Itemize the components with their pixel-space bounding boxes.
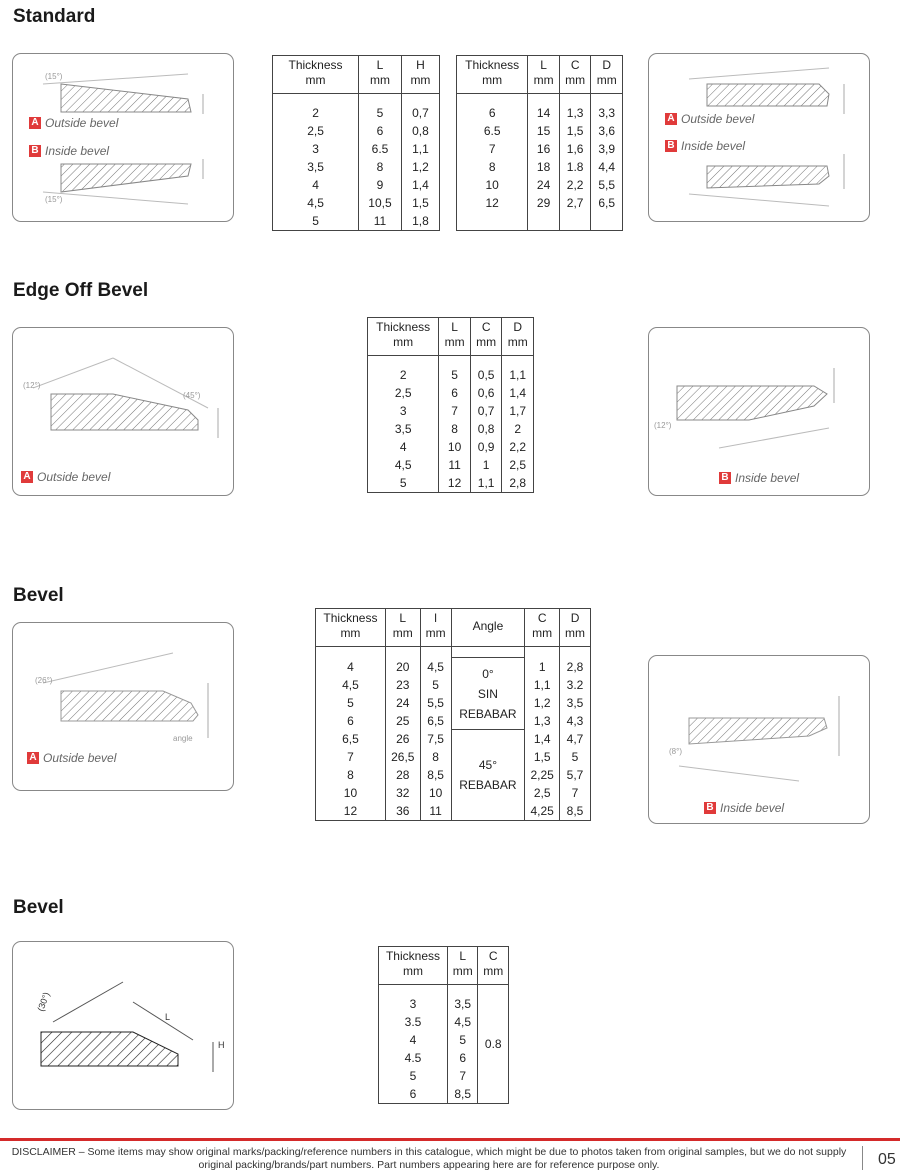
table-cell: 5,5 [420,694,451,712]
table-cell: 1,1 [502,366,534,384]
col-thickness: Thickness mm [273,56,359,94]
table-cell: 3,5 [273,158,359,176]
col-h: H mm [401,56,439,94]
bevel-30deg-diagram [12,941,234,1110]
col-c: C mm [470,318,502,356]
col-c: C mm [478,947,509,985]
table-cell: 8,5 [447,1085,478,1104]
table-row [457,194,623,212]
col-d: D mm [560,609,591,647]
table-cell: 12 [439,474,471,493]
bevel-drawing [649,54,869,221]
badge-b: B [719,472,731,484]
table-cell: 0,8 [401,122,439,140]
badge-b: B [29,145,41,157]
table-cell: 24 [528,176,560,194]
table-row [273,140,440,158]
table-cell: 3,3 [591,104,623,122]
table-cell: 32 [385,784,420,802]
table-cell: 1 [525,658,560,676]
table-cell: 4 [379,1031,448,1049]
standard-table-thickness-l-c-d [456,55,623,231]
table-cell: 1,5 [525,748,560,766]
label-text: Outside bevel [37,470,111,484]
table-cell: 6 [359,122,402,140]
table-cell: 1,8 [401,212,439,231]
col-thickness: Thickness mm [379,947,448,985]
col-thickness: Thickness mm [457,56,528,94]
table-cell: 18 [528,158,560,176]
outside-bevel-label [665,112,754,126]
table-cell: 6 [316,712,386,730]
table-cell: 8 [439,420,471,438]
col-l: L mm [447,947,478,985]
table-cell: 2,25 [525,766,560,784]
table-cell: 1 [470,456,502,474]
label-text: Inside bevel [45,144,110,158]
table-cell: 4,5 [368,456,439,474]
table-cell: 7 [316,748,386,766]
table-cell: 0,7 [470,402,502,420]
table-row [457,104,623,122]
table-cell: 1.8 [559,158,591,176]
table-cell: 2,5 [273,122,359,140]
table-cell: 4,5 [447,1013,478,1031]
table-row [457,158,623,176]
svg-text:(45°): (45°) [183,391,201,400]
table-cell: 1,3 [525,712,560,730]
table-row [273,158,440,176]
table-cell: 8,5 [560,802,591,821]
table-cell: 9 [359,176,402,194]
table-cell: 7 [560,784,591,802]
svg-text:angle: angle [173,734,193,743]
table-cell: 3 [273,140,359,158]
table-cell: 4 [273,176,359,194]
table-cell: 20 [385,658,420,676]
table-cell: 3 [379,995,448,1013]
col-l-small: l mm [420,609,451,647]
table-cell: 1,3 [559,104,591,122]
col-l: L mm [359,56,402,94]
table-cell: 6,5 [420,712,451,730]
table-cell: 5 [420,676,451,694]
angle-text: 45° [478,757,497,772]
table-cell: 1,5 [401,194,439,212]
table-cell: 11 [420,802,451,821]
col-d: D mm [502,318,534,356]
inside-bevel-label [719,471,799,485]
table-cell: 2,5 [368,384,439,402]
table-cell: 3.5 [379,1013,448,1031]
table-row [316,658,591,676]
table-cell: 0,8 [470,420,502,438]
c-value-cell: 0.8 [478,985,509,1104]
table-cell: 4,3 [560,712,591,730]
edge-off-outside-diagram [12,327,234,496]
badge-a: A [29,117,41,129]
table-cell: 2 [368,366,439,384]
table-cell: 3.2 [560,676,591,694]
table-cell: 4,4 [591,158,623,176]
label-text: Outside bevel [43,751,117,765]
svg-text:L: L [165,1012,171,1022]
table-cell: 1,1 [470,474,502,493]
inside-bevel-label [29,144,109,158]
table-cell: 2,2 [502,438,534,456]
table-cell: 7 [447,1067,478,1085]
table-cell: 5 [560,748,591,766]
svg-text:(15°): (15°) [45,195,63,204]
svg-text:(12°): (12°) [654,421,672,430]
standard-table-thickness-l-h [272,55,440,231]
table-row [368,384,534,402]
table-cell: 16 [528,140,560,158]
table-cell: 3,5 [560,694,591,712]
table-cell: 10 [316,784,386,802]
badge-a: A [665,113,677,125]
col-c: C mm [525,609,560,647]
table-cell: 0,7 [401,104,439,122]
table-cell: 4 [368,438,439,456]
table-cell: 1,5 [559,122,591,140]
edge-off-table [367,317,534,493]
table-cell: 5 [447,1031,478,1049]
table-cell: 15 [528,122,560,140]
svg-text:(12°): (12°) [23,381,41,390]
bevel-outside-diagram [12,622,234,791]
table-cell: 6 [379,1085,448,1104]
disclaimer-text: DISCLAIMER – Some items may show original marks/packing/reference numbers in this catalogue, which might be due to photos taken from original samples, but we do not supply original packing/brands/part numbers. Part numbers appearing here are for reference purpose only. [11,1146,847,1171]
angle-group-cell [451,658,525,730]
table-cell: 11 [359,212,402,231]
table-cell: 10 [420,784,451,802]
svg-text:(8°): (8°) [669,747,682,756]
section-title-bevel-2: Bevel [13,897,64,918]
table-cell: 8 [420,748,451,766]
table-cell: 4 [316,658,386,676]
table-cell: 6,5 [316,730,386,748]
angle-group-cell [451,730,525,821]
table-cell: 12 [316,802,386,821]
table-row [457,176,623,194]
table-row [368,456,534,474]
table-cell: 4,5 [316,676,386,694]
table-cell: 6,5 [591,194,623,212]
table-row [368,438,534,456]
table-cell [528,212,560,231]
svg-text:H: H [218,1040,225,1050]
table-cell: 4,7 [560,730,591,748]
table-cell: 4,25 [525,802,560,821]
bevel-table-with-angle [315,608,591,821]
table-row [273,122,440,140]
label-text: Inside bevel [681,139,746,153]
table-cell: 5,7 [560,766,591,784]
angle-text: 0° [482,666,494,681]
page-number-divider [862,1146,863,1170]
table-cell: 36 [385,802,420,821]
table-row [316,730,591,748]
section-title-edge-off-bevel: Edge Off Bevel [13,280,149,301]
section-title-bevel: Bevel [13,585,64,606]
table-cell: 1,2 [525,694,560,712]
table-cell: 2 [273,104,359,122]
col-thickness: Thickness mm [368,318,439,356]
table-row [457,122,623,140]
table-cell: 2,8 [502,474,534,493]
table-cell: 8 [457,158,528,176]
col-l: L mm [439,318,471,356]
table-cell: 5,5 [591,176,623,194]
bevel-drawing [13,54,233,221]
table-cell: 5 [316,694,386,712]
table-cell: 6 [447,1049,478,1067]
table-cell: 2 [502,420,534,438]
table-cell: 0,9 [470,438,502,456]
svg-text:(15°): (15°) [45,72,63,81]
table-cell: 8 [316,766,386,784]
table-cell [559,212,591,231]
table-cell [591,212,623,231]
bevel-drawing [13,942,233,1109]
col-thickness: Thickness mm [316,609,386,647]
table-cell: 1,1 [401,140,439,158]
table-cell: 5 [368,474,439,493]
angle-text: REBABAR [459,777,517,792]
bevel-inside-diagram [648,655,870,824]
inside-bevel-label [665,139,745,153]
table-cell: 6 [457,104,528,122]
table-cell: 7 [439,402,471,420]
svg-text:(30°): (30°) [35,990,52,1013]
table-cell: 2,5 [502,456,534,474]
table-cell: 4,5 [420,658,451,676]
table-cell: 8 [359,158,402,176]
table-cell: 2,2 [559,176,591,194]
table-cell: 6.5 [359,140,402,158]
table-row [273,212,440,231]
table-row [368,420,534,438]
badge-a: A [21,471,33,483]
table-row [368,366,534,384]
table-cell: 1,1 [525,676,560,694]
table-cell: 8,5 [420,766,451,784]
label-text: Outside bevel [45,116,119,130]
label-text: Inside bevel [735,471,800,485]
col-angle: Angle [451,609,525,647]
table-cell [457,212,528,231]
table-cell: 3 [368,402,439,420]
badge-a: A [27,752,39,764]
table-cell: 1,4 [525,730,560,748]
svg-text:(26°): (26°) [35,676,53,685]
table-cell: 3,9 [591,140,623,158]
outside-bevel-label [27,751,116,765]
table-row [457,140,623,158]
bevel-drawing [649,328,869,495]
table-cell: 29 [528,194,560,212]
page-number: 05 [878,1151,896,1168]
table-cell: 2,7 [559,194,591,212]
table-row [273,176,440,194]
table-cell: 1,7 [502,402,534,420]
table-cell: 26 [385,730,420,748]
table-cell: 7 [457,140,528,158]
table-cell: 2,8 [560,658,591,676]
table-cell: 12 [457,194,528,212]
table-cell: 3,6 [591,122,623,140]
table-cell: 24 [385,694,420,712]
table-row [273,194,440,212]
inside-bevel-label [704,801,784,815]
badge-b: B [665,140,677,152]
edge-off-inside-diagram [648,327,870,496]
angle-text: SIN [477,686,498,701]
table-cell: 11 [439,456,471,474]
angle-text: REBABAR [459,706,517,721]
table-row [368,402,534,420]
table-cell: 14 [528,104,560,122]
table-cell: 1,2 [401,158,439,176]
table-cell: 5 [439,366,471,384]
table-row [273,104,440,122]
table-cell: 10 [457,176,528,194]
table-cell: 7,5 [420,730,451,748]
table-cell: 10 [439,438,471,456]
table-cell: 6.5 [457,122,528,140]
table-cell: 5 [379,1067,448,1085]
table-cell: 23 [385,676,420,694]
table-cell: 26,5 [385,748,420,766]
table-row [457,212,623,231]
bevel-table-thickness-l-c [378,946,509,1104]
outside-bevel-label [29,116,118,130]
table-cell: 1,4 [401,176,439,194]
table-cell: 0,6 [470,384,502,402]
badge-b: B [704,802,716,814]
table-cell: 2,5 [525,784,560,802]
col-c: C mm [559,56,591,94]
table-cell: 1,4 [502,384,534,402]
table-cell: 3,5 [368,420,439,438]
section-title-standard: Standard [13,6,96,27]
table-cell: 0,5 [470,366,502,384]
col-d: D mm [591,56,623,94]
table-cell: 1,6 [559,140,591,158]
footer-rule [0,1138,900,1141]
table-row [368,474,534,493]
bevel-drawing [649,656,869,823]
standard-cd-diagram [648,53,870,222]
table-cell: 3,5 [447,995,478,1013]
table-cell: 10,5 [359,194,402,212]
table-cell: 4.5 [379,1049,448,1067]
table-cell: 6 [439,384,471,402]
col-l: L mm [385,609,420,647]
label-text: Inside bevel [720,801,785,815]
standard-outside-inside-diagram [12,53,234,222]
table-cell: 28 [385,766,420,784]
table-cell: 5 [273,212,359,231]
table-cell: 5 [359,104,402,122]
table-cell: 25 [385,712,420,730]
table-cell: 4,5 [273,194,359,212]
label-text: Outside bevel [681,112,755,126]
outside-bevel-label [21,470,110,484]
col-l: L mm [528,56,560,94]
